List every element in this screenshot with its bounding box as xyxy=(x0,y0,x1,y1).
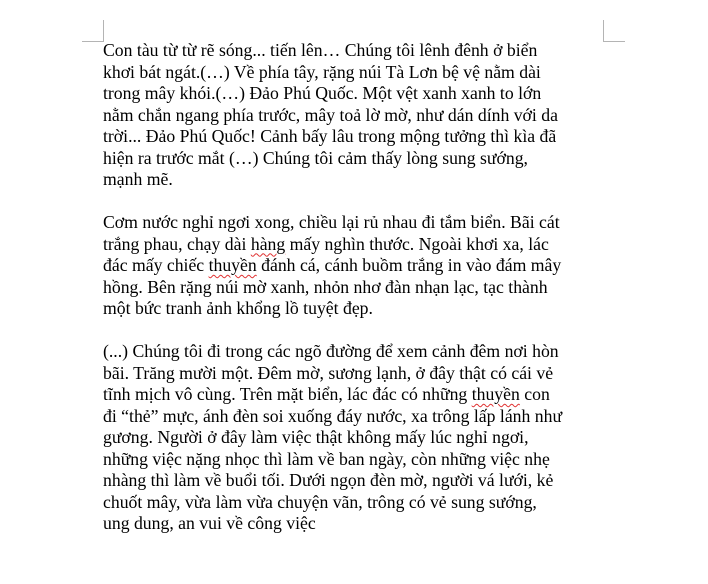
text-run: Cơm nước nghỉ ngơi xong, chiều lại rủ nhau đi tắm biển. Bãi cát xyxy=(103,212,560,232)
text-run: trong mây khói.(…) Đảo Phú Quốc. Một vệt xanh xanh to lớn xyxy=(103,83,542,103)
text-run: Con tàu từ từ rẽ sóng... tiến lên… Chúng tôi lênh đênh ở biển xyxy=(103,40,538,60)
text-run: hồng. Bên rặng núi mờ xanh, nhỏn nhơ đàn nhạn lạc, tạc thành xyxy=(103,276,548,297)
text-run: đi “thẻ” mực, ánh đèn soi xuống đáy nước, xa trông lấp lánh như xyxy=(103,405,563,426)
text-run: bãi. Trăng mười một. Đêm mờ, sương lạnh, ở đây thật có cái vẻ xyxy=(103,362,554,383)
text-run: đánh cá, cánh buồm trắng in vào đám mây xyxy=(256,255,562,275)
text-line xyxy=(103,513,608,535)
text-run: khơi bát ngát.(…) Về phía tây, rặng núi Tà Lơn bệ vệ nằm dài xyxy=(103,61,541,82)
text-run: trời... Đảo Phú Quốc! Cảnh bấy lâu trong mộng tưởng thì kìa đã xyxy=(103,126,557,146)
text-line xyxy=(103,212,608,234)
text-line xyxy=(103,449,608,471)
text-run: tĩnh mịch vô cùng. Trên mặt biển, lác đác có những xyxy=(103,384,472,404)
paragraph xyxy=(103,40,608,191)
text-run: nằm chắn ngang phía trước, mây toả lờ mờ, như dán dính với da xyxy=(103,104,558,125)
text-line xyxy=(103,427,608,449)
text-line xyxy=(103,169,608,191)
text-run: mạnh mẽ. xyxy=(103,169,173,189)
text-run: mấy nghìn thước. Ngoài khơi xa, lác xyxy=(285,233,549,254)
text-line xyxy=(103,298,608,320)
margin-corner-top-right xyxy=(603,20,625,42)
text-run: chuốt mây, vừa làm vừa chuyện vãn, trông có vẻ sung sướng, xyxy=(103,491,537,512)
paragraph xyxy=(103,341,608,535)
spelling-error-word: thuyền xyxy=(471,384,520,404)
text-run: những việc nặng nhọc thì làm về ban ngày, còn những việc nhẹ xyxy=(103,448,550,469)
text-line xyxy=(103,384,608,406)
text-line xyxy=(103,148,608,170)
text-line xyxy=(103,255,608,277)
text-line xyxy=(103,62,608,84)
text-line xyxy=(103,277,608,299)
text-run: ung dung, an vui về công việc xyxy=(103,513,316,533)
text-run: nhàng thì làm về buổi tối. Dưới ngọn đèn mờ, người vá lưới, kẻ xyxy=(103,470,554,490)
text-line xyxy=(103,363,608,385)
text-run: đác mấy chiếc xyxy=(103,255,209,275)
text-line xyxy=(103,83,608,105)
spelling-error-word: thuyền xyxy=(208,255,257,275)
text-line xyxy=(103,341,608,363)
document-body[interactable] xyxy=(103,40,608,535)
text-line xyxy=(103,40,608,62)
text-run: hiện ra trước mắt (…) Chúng tôi cảm thấy lòng sung sướng, xyxy=(103,147,528,168)
text-line xyxy=(103,406,608,428)
text-line xyxy=(103,234,608,256)
margin-corner-top-left xyxy=(82,20,104,42)
text-run: một bức tranh ảnh khổng lồ tuyệt đẹp. xyxy=(103,298,373,318)
text-line xyxy=(103,105,608,127)
text-run: trắng phau, chạy dài xyxy=(103,233,251,254)
spelling-error-word: hàng xyxy=(250,233,286,254)
text-line xyxy=(103,126,608,148)
text-run: gương. Người ở đây làm việc thật không mấy lúc nghỉ ngơi, xyxy=(103,427,529,447)
text-run: con xyxy=(519,384,550,404)
text-line xyxy=(103,492,608,514)
paragraph xyxy=(103,212,608,320)
text-line xyxy=(103,470,608,492)
text-run: (...) Chúng tôi đi trong các ngõ đường để xem cảnh đêm nơi hòn xyxy=(103,341,559,361)
